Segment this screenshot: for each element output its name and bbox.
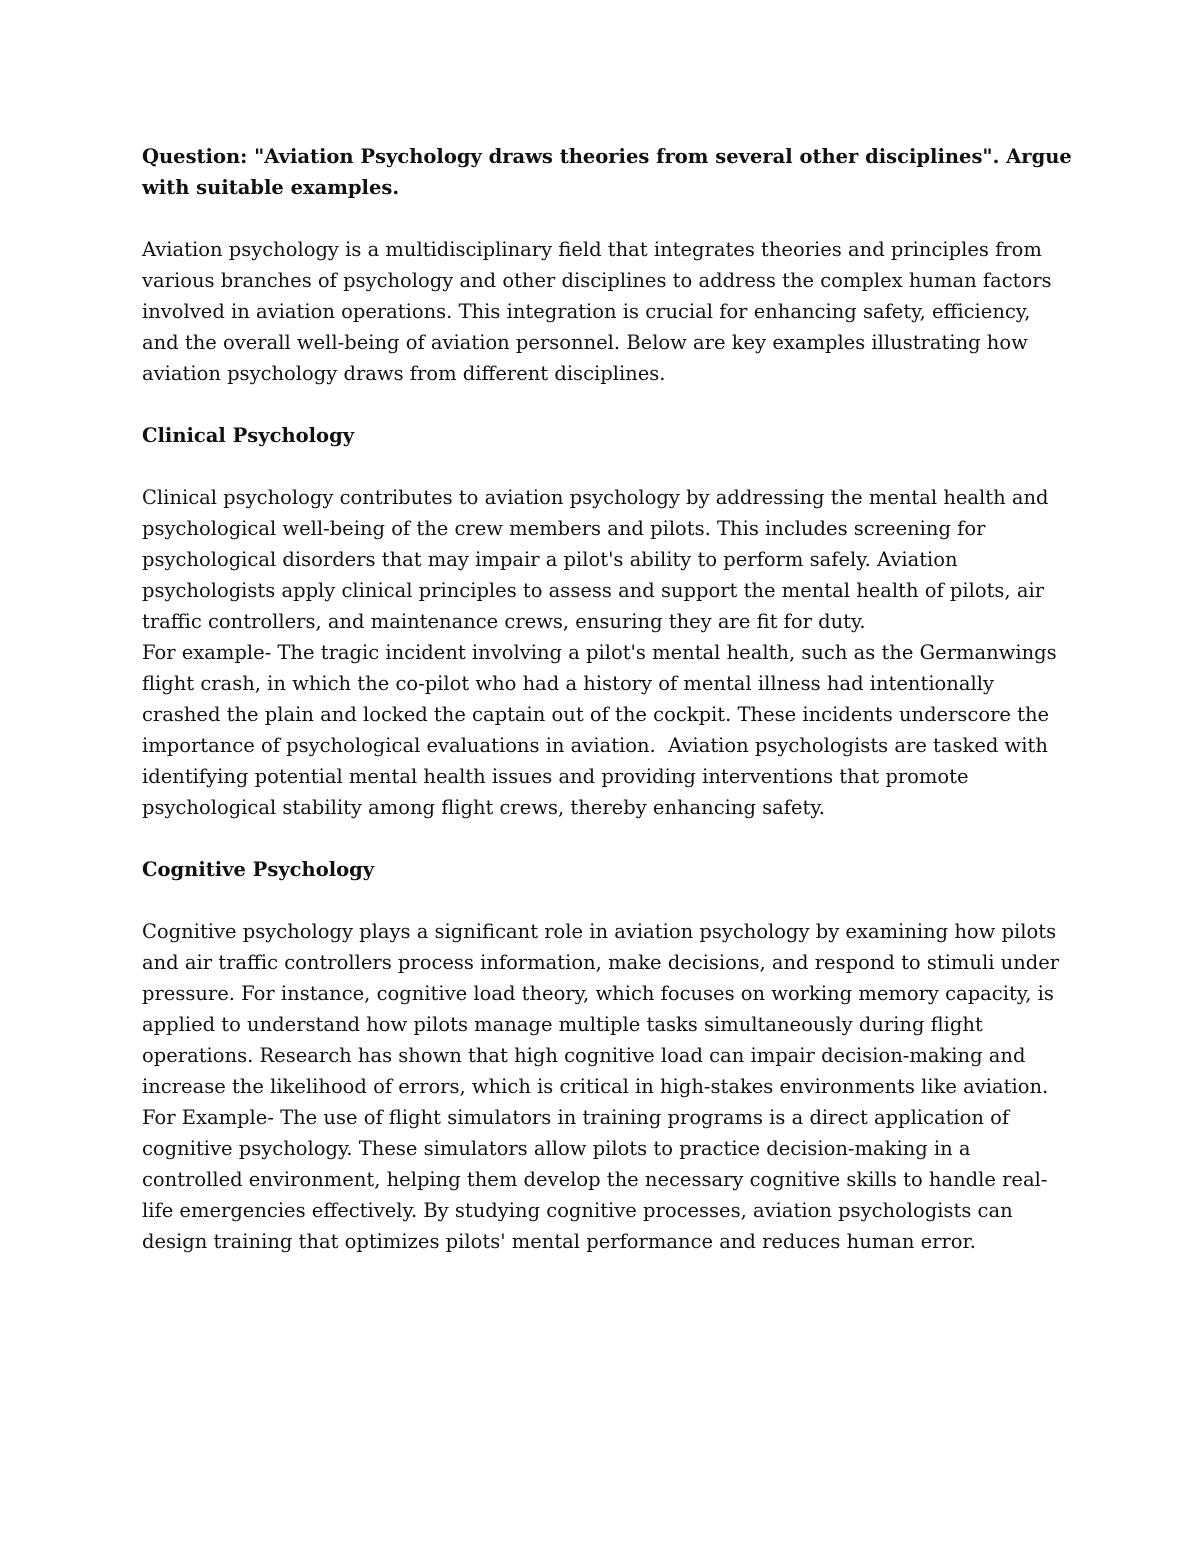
section-body-cognitive: Cognitive psychology plays a significant role in aviation psychology by examining how pilots and air traffic controllers process information, make decisions, and respond to stimuli under pressure. For instance, cognitive load theory, which focuses on working memory capacity, is applied to understand how pilots manage multiple tasks simultaneously during flight operations. Research has shown that high cognitive load can impair decision-making and increase the likelihood of errors, which is critical in high-stakes environments like aviation. bbox=[142, 920, 1066, 1098]
spacer bbox=[142, 389, 1072, 420]
intro-paragraph: Aviation psychology is a multidisciplinary field that integrates theories and principles from various branches of psychology and other disciplines to address the complex human factors involved in aviation operations. This integration is crucial for enhancing safety, efficiency, and the overall well-being of aviation personnel. Below are key examples illustrating how aviation psychology draws from different disciplines. bbox=[142, 238, 1058, 385]
section-heading-clinical: Clinical Psychology bbox=[142, 424, 355, 447]
question-heading: Question: "Aviation Psychology draws theories from several other disciplines". Argue with suitable examples. bbox=[142, 145, 1072, 199]
spacer bbox=[142, 885, 1072, 916]
spacer bbox=[142, 823, 1072, 854]
section-heading-cognitive: Cognitive Psychology bbox=[142, 858, 375, 881]
section-body-clinical: Clinical psychology contributes to aviation psychology by addressing the mental health and psychological well-being of the crew members and pilots. This includes screening for psychological disorders that may impair a pilot's ability to perform safely. Aviation psychologists apply clinical principles to assess and support the mental health of pilots, air traffic controllers, and maintenance crews, ensuring they are fit for duty. bbox=[142, 486, 1055, 633]
spacer bbox=[142, 451, 1072, 482]
section-example-clinical: For example- The tragic incident involving a pilot's mental health, such as the Germanwings flight crash, in which the co-pilot who had a history of mental illness had intentionally crashed the plain and locked the captain out of the cockpit. These incidents underscore the importance of psychological evaluations in aviation. Aviation psychologists are tasked with identifying potential mental health issues and providing interventions that promote psychological stability among flight crews, thereby enhancing safety. bbox=[142, 641, 1063, 819]
document-page bbox=[142, 141, 1072, 1257]
section-example-cognitive: For Example- The use of flight simulators in training programs is a direct application of cognitive psychology. These simulators allow pilots to practice decision-making in a controlled environment, helping them develop the necessary cognitive skills to handle real-life emergencies effectively. By studying cognitive processes, aviation psychologists can design training that optimizes pilots' mental performance and reduces human error. bbox=[142, 1106, 1048, 1253]
